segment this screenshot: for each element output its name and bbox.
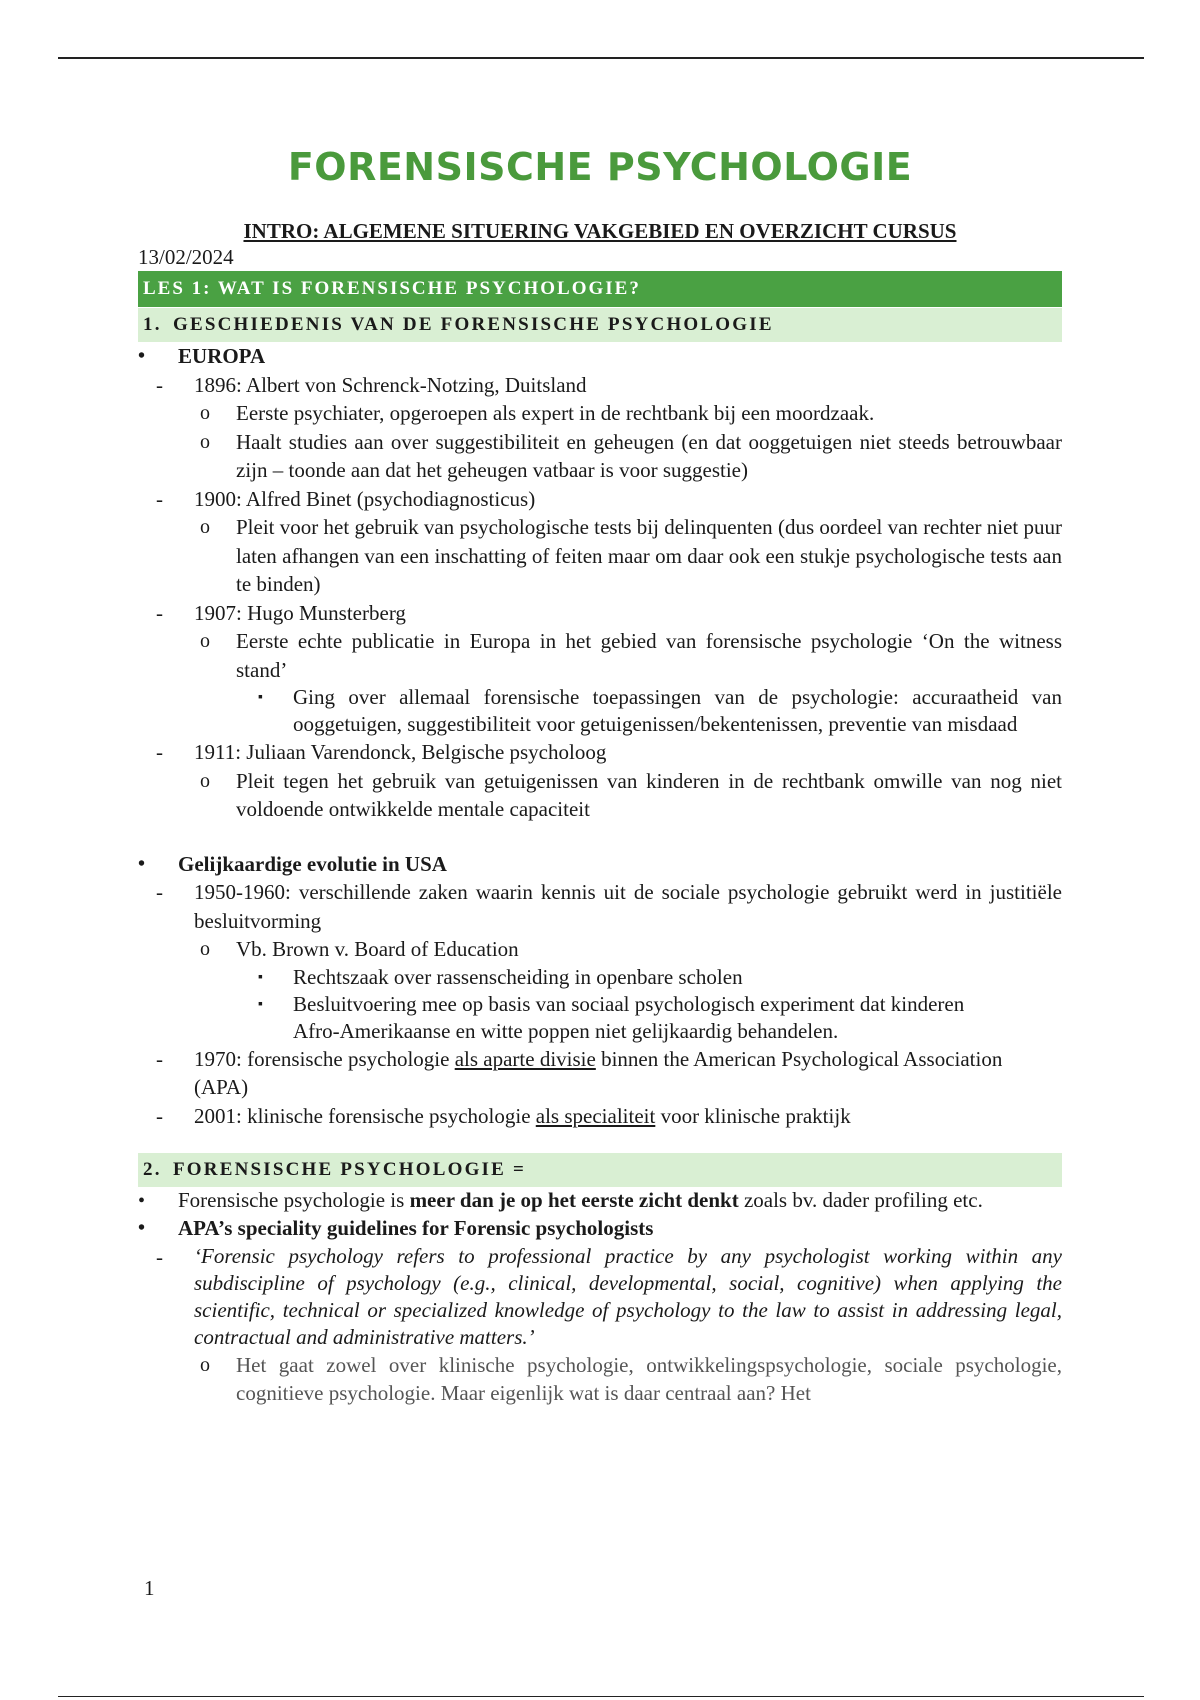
dash-marker: - (156, 1244, 163, 1269)
circle-marker: o (200, 402, 210, 424)
section-number: 2. (143, 1159, 162, 1180)
quote-text: ‘Forensic psychology refers to professional practice by any psychologist working within any subdiscipline of psychology (e.g., clinical, developmental, social, cognitive) when applying the scientific, technical or specialized knowledge of psychology to the law to assist in addressing legal, contractual and administrative matters.’ (194, 1243, 1062, 1349)
circle-marker: o (200, 630, 210, 652)
list-item-text: Besluitvoering mee op basis van sociaal psychologisch experiment dat kinderen Afro-Amerikaanse en witte poppen niet gelijkaardig behandelen. (293, 991, 965, 1043)
list-item (138, 1243, 1062, 1351)
list-item (138, 1214, 1062, 1243)
square-marker: ▪ (258, 690, 263, 705)
list-item-text: 1950-1960: verschillende zaken waarin kennis uit de sociale psychologie gebruikt werd in justitiële besluitvorming (194, 880, 1062, 933)
dash-marker: - (156, 1046, 163, 1071)
list-item (138, 627, 1062, 684)
bullet-marker: • (138, 1190, 146, 1212)
circle-marker: o (200, 430, 210, 453)
list-item (138, 684, 1062, 738)
list-item (138, 964, 1062, 991)
document-date: 13/02/2024 (138, 245, 234, 269)
list-item-text (178, 1188, 983, 1212)
list-item-text: Het gaat zowel over klinische psychologie, ontwikkelingspsychologie, sociale psychologie, cognitieve psychologie. Maar eigenlijk wat is daar centraal aan? Het (236, 1352, 1062, 1405)
list-item (138, 599, 1062, 628)
list-item (138, 767, 1062, 824)
text-run: 1970: forensische psychologie (194, 1046, 455, 1071)
list-item-text: Haalt studies aan over suggestibiliteit en geheugen (en dat ooggetuigen niet steeds betrouwbaar zijn – toonde aan dat het geheugen vatbaar is voor suggestie) (236, 429, 1062, 482)
intro-heading: INTRO: ALGEMENE SITUERING VAKGEBIED EN OVERZICHT CURSUS (243, 219, 957, 243)
section-heading-2 (138, 1153, 1062, 1187)
spacer (138, 824, 1062, 850)
list-item-text: APA’s speciality guidelines for Forensic psychologists (178, 1216, 654, 1240)
underlined-text: als specialiteit (535, 1103, 656, 1128)
circle-marker: o (200, 1353, 210, 1376)
dash-marker: - (156, 880, 163, 904)
list-item (138, 1045, 1062, 1102)
list-item (138, 738, 1062, 767)
text-run: binnen the American Psychological Association (APA) (194, 1046, 1003, 1099)
list-item (138, 991, 1062, 1045)
list-item-text: EUROPA (178, 344, 266, 368)
list-item-text: 1911: Juliaan Varendonck, Belgische psycholoog (194, 740, 607, 764)
list-item-text: Pleit tegen het gebruik van getuigenissen van kinderen in de rechtbank omwille van nog niet voldoende ontwikkelde mentale capaciteit (236, 768, 1062, 821)
list-item (138, 850, 1062, 879)
list-item-text: Pleit voor het gebruik van psychologische tests bij delinquenten (dus oordeel van rechter niet puur laten afhangen van een inschatting of feiten maar om daar ook een stukje psychologische tests aan te binden) (236, 515, 1062, 596)
square-marker: ▪ (258, 969, 263, 985)
underlined-text: als aparte divisie (454, 1046, 596, 1071)
list-item (138, 371, 1062, 400)
section-number: 1. (143, 314, 162, 335)
circle-marker: o (200, 769, 210, 792)
circle-marker: o (200, 516, 210, 538)
bold-text: meer dan je op het eerste zicht denkt (409, 1188, 739, 1212)
footer-rule (58, 1696, 1144, 1697)
list-item-text: Vb. Brown v. Board of Education (236, 937, 519, 961)
list-item (138, 513, 1062, 599)
dash-marker: - (156, 740, 163, 764)
section-heading-1 (138, 308, 1062, 342)
list-item (138, 1351, 1062, 1408)
list-item-text: Eerste psychiater, opgeroepen als expert in de rechtbank bij een moordzaak. (236, 401, 875, 425)
dash-marker: - (156, 372, 163, 397)
circle-marker: o (200, 938, 210, 960)
list-item-text (194, 1047, 1002, 1100)
list-item-text (194, 1104, 851, 1128)
list-item (138, 428, 1062, 485)
list-item (138, 342, 1062, 371)
dash-marker: - (156, 486, 163, 511)
document-body (138, 218, 1062, 1408)
list-item (138, 485, 1062, 514)
list-item-text: 1907: Hugo Munsterberg (194, 600, 406, 625)
list-item-text: Gelijkaardige evolutie in USA (178, 851, 447, 876)
list-item (138, 935, 1062, 964)
list-item (138, 1187, 1062, 1214)
list-item (138, 878, 1062, 935)
header-rule (58, 57, 1144, 59)
lesson-heading: LES 1: WAT IS FORENSISCHE PSYCHOLOGIE? (138, 271, 1062, 307)
bullet-marker: • (138, 1217, 146, 1239)
dash-marker: - (156, 600, 163, 625)
list-item-text: Eerste echte publicatie in Europa in het gebied van forensische psychologie ‘On the witness stand’ (236, 629, 1062, 682)
list-item (138, 1102, 1062, 1131)
page-number: 1 (144, 1576, 155, 1600)
list-item-text: 1900: Alfred Binet (psychodiagnosticus) (194, 486, 536, 511)
list-item-text: 1896: Albert von Schrenck-Notzing, Duitsland (194, 372, 587, 397)
text-run: Forensische psychologie is (178, 1188, 410, 1212)
document-title: FORENSISCHE PSYCHOLOGIE (287, 145, 913, 189)
dash-marker: - (156, 1103, 163, 1128)
bullet-marker: • (138, 345, 146, 367)
list-item-text: Ging over allemaal forensische toepassingen van de psychologie: accuraatheid van ooggetuigen, suggestibiliteit voor getuigenissen/bekentenissen, preventie van misdaad (293, 685, 1062, 736)
spacer (138, 1130, 1062, 1153)
section-title: FORENSISCHE PSYCHOLOGIE = (173, 1159, 526, 1180)
list-item-text: Rechtszaak over rassenscheiding in openbare scholen (293, 964, 743, 989)
square-marker: ▪ (258, 996, 263, 1012)
list-item (138, 399, 1062, 428)
bullet-marker: • (138, 852, 146, 875)
text-run: voor klinische praktijk (655, 1103, 851, 1128)
section-title: GESCHIEDENIS VAN DE FORENSISCHE PSYCHOLOGIE (173, 314, 774, 335)
text-run: zoals bv. dader profiling etc. (738, 1188, 983, 1212)
text-run: 2001: klinische forensische psychologie (194, 1103, 536, 1128)
